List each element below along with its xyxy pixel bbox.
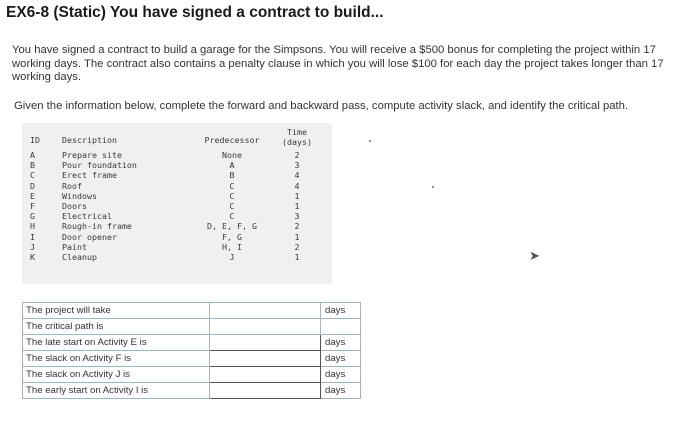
mouse-cursor-icon: ➤ [529, 248, 540, 263]
early-start-i-input[interactable] [210, 383, 321, 399]
project-duration-input[interactable] [210, 303, 321, 319]
answer-unit [321, 319, 361, 335]
activity-id: G [30, 211, 35, 222]
activity-predecessor: C [229, 211, 235, 222]
activity-row [22, 242, 332, 252]
answer-label: The project will take [23, 303, 210, 319]
activity-id: I [30, 231, 35, 242]
slack-j-input[interactable] [210, 367, 321, 383]
answer-table [22, 302, 361, 399]
answer-label: The critical path is [23, 319, 210, 335]
activity-predecessor: J [229, 251, 235, 262]
activity-id: J [30, 241, 35, 252]
answer-unit: days [321, 335, 361, 351]
stray-dot [432, 186, 434, 188]
answer-label: The early start on Activity I is [23, 383, 210, 399]
activity-id: F [30, 200, 35, 211]
activity-description: Rough-in frame [62, 221, 132, 232]
activity-rows [22, 150, 332, 262]
activity-description: Pour foundation [62, 160, 137, 171]
activity-predecessor: A [229, 160, 235, 171]
answer-row [23, 335, 361, 351]
activity-time: 1 [294, 190, 300, 201]
activity-id: K [30, 251, 35, 262]
activity-description: Electrical [62, 211, 112, 222]
answer-label: The slack on Activity F is [23, 351, 210, 367]
activity-row [22, 191, 332, 201]
answer-row [23, 319, 361, 335]
activity-description: Roof [62, 180, 82, 191]
activity-description: Prepare site [62, 150, 122, 160]
activity-row [22, 150, 332, 160]
header-description: Description [62, 135, 117, 145]
critical-path-input[interactable] [210, 319, 321, 335]
answer-label: The late start on Activity E is [23, 335, 210, 351]
activity-predecessor: F, G [222, 231, 242, 242]
answer-unit: days [321, 383, 361, 399]
activity-id: H [30, 221, 35, 232]
header-time-line1: Time [287, 127, 307, 137]
activity-row [22, 160, 332, 170]
late-start-e-input[interactable] [210, 335, 321, 351]
activity-table-image [22, 123, 332, 284]
activity-time: 1 [294, 200, 300, 211]
answer-row [23, 351, 361, 367]
activity-time: 4 [294, 180, 300, 191]
activity-time: 2 [294, 150, 300, 160]
answer-row [23, 303, 361, 319]
slack-f-input[interactable] [210, 351, 321, 367]
activity-row [22, 252, 332, 262]
activity-time: 2 [294, 221, 300, 232]
activity-time: 3 [294, 211, 300, 222]
answer-unit: days [321, 367, 361, 383]
activity-predecessor: H, I [222, 241, 242, 252]
activity-description: Erect frame [62, 170, 117, 181]
activity-id: C [30, 170, 35, 181]
activity-time: 2 [294, 241, 300, 252]
problem-paragraph: You have signed a contract to build a garage for the Simpsons. You will receive a $500 bonus for completing the project within 17 working days. The contract also contains a penalty clause in which you will lose $100 for each day the project takes longer than 17 working days. [12, 44, 664, 83]
activity-time: 4 [294, 170, 300, 181]
activity-id: E [30, 190, 35, 201]
activity-predecessor: C [229, 180, 235, 191]
activity-row [22, 181, 332, 191]
activity-time: 1 [294, 231, 300, 242]
page-title: EX6-8 (Static) You have signed a contract to build... [6, 4, 384, 21]
activity-row [22, 221, 332, 231]
answer-row [23, 383, 361, 399]
activity-description: Windows [62, 190, 97, 201]
activity-predecessor: C [229, 190, 235, 201]
activity-id: A [30, 150, 35, 160]
activity-id: D [30, 180, 35, 191]
activity-row [22, 201, 332, 211]
stray-dot [369, 140, 371, 142]
header-predecessor: Predecessor [204, 135, 260, 145]
activity-row [22, 170, 332, 180]
header-id: ID [30, 135, 40, 145]
answer-unit: days [321, 303, 361, 319]
activity-description: Cleanup [62, 251, 97, 262]
header-time-line2: (days) [282, 137, 312, 147]
instructions: Given the information below, complete the forward and backward pass, compute activity slack, and identify the critical path. [14, 100, 629, 112]
activity-id: B [30, 160, 35, 171]
answer-unit: days [321, 351, 361, 367]
activity-time: 3 [294, 160, 300, 171]
activity-description: Paint [62, 241, 87, 252]
activity-predecessor: C [229, 200, 235, 211]
header-time [280, 127, 314, 147]
activity-description: Doors [62, 200, 87, 211]
activity-predecessor: B [229, 170, 235, 181]
activity-description: Door opener [62, 231, 117, 242]
activity-predecessor: D, E, F, G [207, 221, 257, 232]
answer-row [23, 367, 361, 383]
activity-row [22, 232, 332, 242]
activity-time: 1 [294, 251, 300, 262]
answer-label: The slack on Activity J is [23, 367, 210, 383]
activity-predecessor: None [222, 150, 242, 160]
activity-row [22, 211, 332, 221]
